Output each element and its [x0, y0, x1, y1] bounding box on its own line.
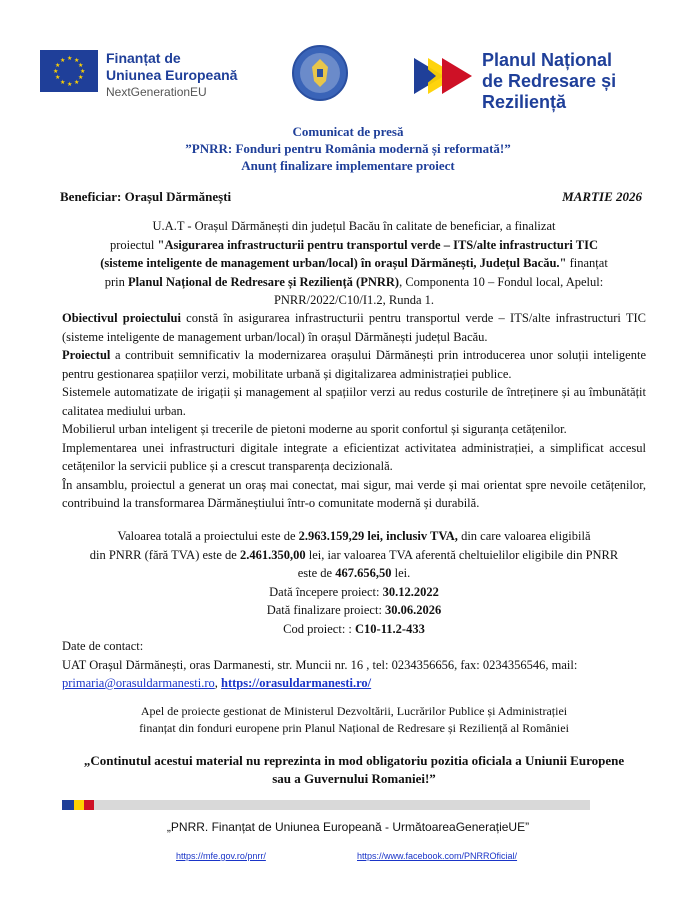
project-title-part2: (sisteme inteligente de management urban/local) în orașul Dărmănești, Județul Bacău.": [100, 256, 567, 270]
furniture-paragraph: Mobilierul urban inteligent și trecerile de pietoni moderne au sporit confortul și siguranța cetățenilor.: [62, 422, 567, 436]
objective-paragraph: Obiectivul proiectului constă în asigurarea infrastructurii pentru transportul verde – ITS/alte infrastructuri TIC (sisteme inteligente de management urban/local) în orașul Dărmănești județul Bacău.: [62, 311, 646, 344]
svg-text:★: ★: [60, 57, 66, 64]
press-title: Comunicat de presă: [292, 124, 404, 139]
summary-paragraph: În ansamblu, proiectul a generat un oraș mai conectat, mai sigur, mai verde și mai orientat spre nevoile cetățenilor, contribuind la transformarea Dărmăneștiului într-o comunitate modernă și durabilă.: [62, 477, 646, 510]
project-paragraph: Proiectul a contribuit semnificativ la modernizarea orașului Dărmănești prin introducerea unor soluții inteligente pentru gestionarea spațiilor verzi, mobilitate urbană și digitalizarea administrației publice.: [62, 348, 646, 381]
website-link[interactable]: https://orasuldarmanesti.ro/: [221, 676, 372, 690]
contact-label: Date de contact:: [62, 639, 144, 653]
stripe-red: [84, 800, 94, 810]
svg-text:★: ★: [55, 62, 61, 69]
svg-text:★: ★: [55, 74, 61, 81]
intro-line-c: (sisteme inteligente de management urban/local) în orașul Dărmănești, Județul Bacău." finanțat: [100, 256, 608, 270]
email-link[interactable]: primaria@orasuldarmanesti.ro: [62, 676, 215, 690]
managed-line2: finanțat din fonduri europene prin Planul Național de Redresare și Reziliență al României: [139, 721, 569, 735]
project-title-part1: "Asigurarea infrastructurii pentru transportul verde – ITS/alte infrastructuri TIC: [157, 237, 599, 252]
svg-text:★: ★: [53, 68, 59, 75]
svg-text:★: ★: [74, 79, 80, 86]
contact-links: primaria@orasuldarmanesti.ro, https://orasuldarmanesti.ro/: [62, 676, 372, 690]
svg-text:★: ★: [74, 57, 80, 64]
mfe-link[interactable]: https://mfe.gov.ro/pnrr/: [176, 851, 266, 861]
value-line-b: din PNRR (fără TVA) este de 2.461.350,00 lei, iar valoarea TVA aferentă cheltuielilor eligibile din PNRR: [89, 547, 619, 562]
eu-line2: Uniunea Europeană: [106, 67, 238, 83]
eu-flag-icon: [40, 50, 98, 92]
project-code: Cod proiect: : C10-11.2-433: [283, 621, 425, 636]
svg-text:★: ★: [78, 74, 84, 81]
pnrr-logo-text: [482, 50, 696, 113]
vat-value: 467.656,50: [335, 566, 392, 580]
eu-funding-logo-text: [106, 50, 237, 101]
document-date: MARTIE 2026: [562, 189, 642, 204]
irrigation-paragraph: Sistemele automatizate de irigații și management al spațiilor verzi au redus costurile de întreținere și au îmbunătățit calitatea mediului urban.: [62, 385, 646, 418]
value-line-c: este de 467.656,50 lei.: [297, 566, 411, 580]
description-block: [62, 309, 646, 513]
svg-text:★: ★: [67, 55, 73, 62]
facebook-link[interactable]: https://www.facebook.com/PNRROficial/: [357, 851, 518, 861]
disclaimer: [62, 752, 646, 788]
stripe-yellow: [74, 800, 84, 810]
svg-text:★: ★: [60, 79, 66, 86]
value-line-a: Valoarea totală a proiectului este de 2.963.159,29 lei, inclusiv TVA, din care valoarea eligibilă: [117, 529, 591, 543]
eu-line3: NextGenerationEU: [106, 85, 207, 99]
stripe-blue: [62, 800, 74, 810]
beneficiary: Beneficiar: Orașul Dărmănești: [60, 189, 232, 204]
intro-line-a: U.A.T - Orașul Dărmănești din județul Bacău în calitate de beneficiar, a finalizat: [152, 219, 556, 233]
start-date: Dată începere proiect: 30.12.2022: [269, 584, 439, 599]
disclaimer-line2: sau a Guvernului Romaniei!”: [272, 771, 436, 786]
press-announcement: Anunț finalizare implementare proiect: [241, 158, 455, 173]
pnrr-line1: Planul Național: [482, 50, 613, 70]
program-name: Planul Național de Redresare și Reziliență (PNRR): [128, 274, 400, 289]
eligible-value: 2.461.350,00: [239, 547, 306, 562]
pnrr-line2: de Redresare și Reziliență: [482, 71, 617, 112]
end-date: Dată finalizare proiect: 30.06.2026: [266, 603, 442, 617]
managed-block: [62, 703, 646, 737]
value-block: [62, 527, 646, 638]
pnrr-logo-icon: [414, 56, 476, 96]
government-seal-icon: [292, 45, 348, 101]
managed-line1: Apel de proiecte gestionat de Ministerul Dezvoltării, Lucrărilor Publice și Administrației: [140, 704, 568, 718]
intro-paragraph: [62, 217, 646, 310]
contact-line: UAT Orașul Dărmănești, oras Darmanesti, str. Muncii nr. 16 , tel: 0234356656, fax: 0234356546, mail:: [62, 657, 578, 672]
total-value: 2.963.159,29 lei, inclusiv TVA,: [298, 529, 458, 543]
svg-text:★: ★: [78, 62, 84, 69]
svg-text:★: ★: [80, 68, 86, 75]
intro-line-d: prin Planul Național de Redresare și Reziliență (PNRR), Componenta 10 – Fondul local, Apelul:: [104, 274, 604, 289]
footer-slogan: „PNRR. Finanțat de Uniunea Europeană - UrmătoareaGenerațieUE”: [166, 820, 530, 834]
disclaimer-line1: „Continutul acestui material nu reprezinta in mod obligatoriu pozitia oficiala a Uniunii Europene: [83, 753, 625, 768]
intro-line-e: PNRR/2022/C10/I1.2, Runda 1.: [273, 293, 435, 307]
eu-line1: Finanțat de: [106, 50, 181, 66]
digital-paragraph: Implementarea unei infrastructuri digitale integrate a eficientizat activitatea administrației, a simplificat accesul cetățenilor la servicii publice și a crescut transparența decizională.: [62, 440, 646, 473]
intro-line-b: proiectul "Asigurarea infrastructurii pentru transportul verde – ITS/alte infrastructuri TIC: [109, 237, 599, 252]
contact-block: [62, 637, 646, 693]
svg-text:★: ★: [67, 81, 73, 88]
footer-decorative-bar: [62, 800, 590, 810]
press-subtitle: ”PNRR: Fonduri pentru România modernă și reformată!”: [185, 141, 511, 156]
